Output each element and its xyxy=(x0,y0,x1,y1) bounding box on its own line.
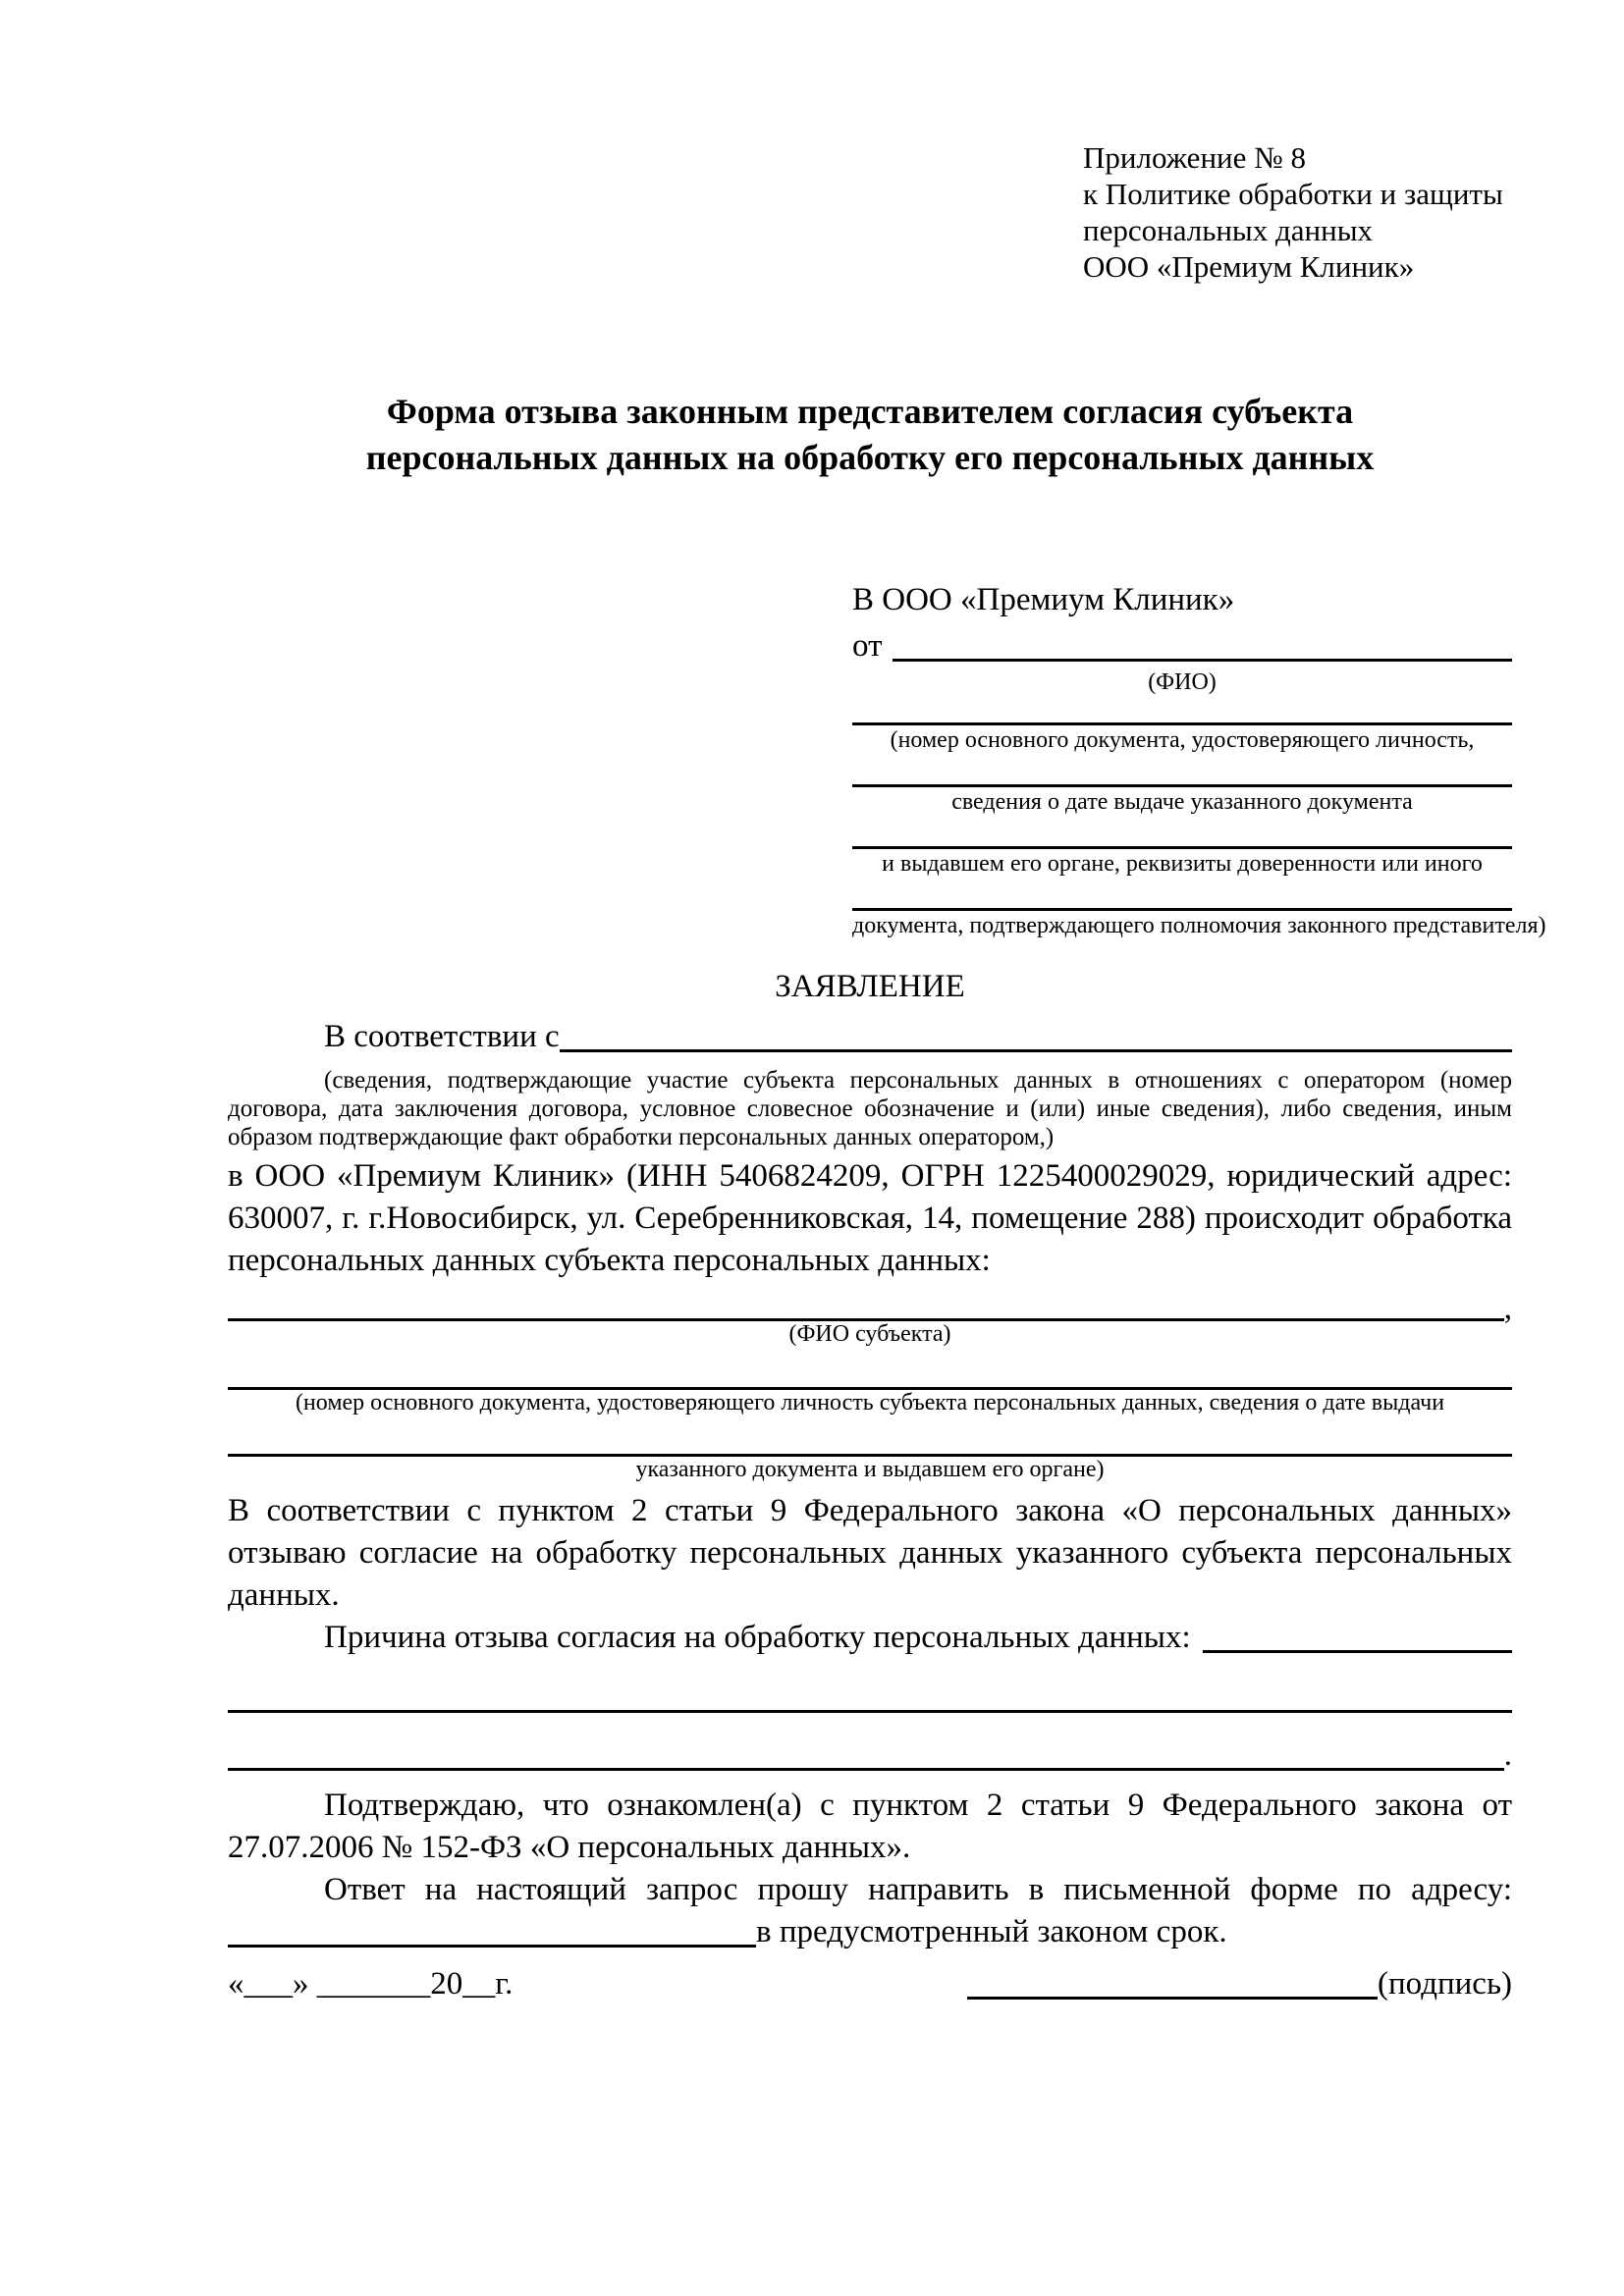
reason-blank-line-3 xyxy=(228,1735,1512,1777)
from-blank-line xyxy=(893,659,1513,662)
reason-label: Причина отзыва согласия на обработку персональных данных: xyxy=(324,1620,1191,1655)
appendix-line: Приложение № 8 xyxy=(1083,140,1306,175)
appendix-line: персональных данных xyxy=(1083,213,1374,247)
subject-blank-row xyxy=(228,1364,1512,1415)
blank-field-row xyxy=(852,908,1546,940)
subject-blank-caption: указанного документа и выдавшем его органе) xyxy=(635,1457,1105,1482)
document-title-line: персональных данных на обработку его персональных данных xyxy=(365,438,1375,477)
operator-paragraph: в ООО «Премиум Клиник» (ИНН 5406824209, ОГРН 1225400029029, юридический адрес: 630007, г. г.Новосибирск, ул. Серебренниковская, 14, помещение 288) происходит обработка персональных данных субъекта персональных данных: xyxy=(228,1158,1512,1278)
blank-field-row xyxy=(852,846,1512,879)
document-title-line: Форма отзыва законным представителем согласия субъекта xyxy=(386,392,1354,431)
blank-caption: сведения о дате выдаче указанного документа xyxy=(951,789,1413,815)
statement-heading: ЗАЯВЛЕНИЕ xyxy=(775,969,965,1004)
blank-trail: , xyxy=(1503,1291,1512,1326)
intro-footnote: (сведения, подтверждающие участие субъекта персональных данных в отношениях с оператором (номер договора, дата заключения договора, условное словесное обозначение и (или) иные сведения), либо сведения, иным образом подтверждающие факт обработки персональных данных оператором,) xyxy=(228,1067,1512,1150)
blank-caption: и выдавшем его органе, реквизиты доверенности или иного xyxy=(882,851,1483,877)
blank-trail: . xyxy=(1503,1737,1512,1773)
reason-row xyxy=(228,1617,1512,1659)
signature-area xyxy=(967,1963,1512,2005)
from-label: от xyxy=(852,628,883,664)
reason-blank-line-2 xyxy=(228,1710,1512,1713)
document-content xyxy=(228,0,1546,2296)
date-blank: «___» _______20__г. xyxy=(228,1966,514,2002)
reply-tail: в предусмотренный законом срок. xyxy=(756,1914,1227,1949)
blank-field-row xyxy=(852,722,1512,755)
reply-lead: Ответ на настоящий запрос прошу направить в письменной форме по адресу: xyxy=(324,1872,1512,1907)
appendix-line: ООО «Премиум Клиник» xyxy=(1083,249,1415,284)
appendix-line: к Политике обработки и защиты xyxy=(1083,177,1503,211)
blank-field-row xyxy=(852,784,1512,817)
signature-caption: (подпись) xyxy=(1378,1966,1512,2002)
signature-row xyxy=(228,1963,1512,2005)
blank-caption: (номер основного документа, удостоверяющего личность, xyxy=(890,727,1475,753)
signature-blank-line xyxy=(967,1997,1378,2000)
document-title xyxy=(228,389,1512,481)
from-row xyxy=(852,625,1512,667)
blank-caption: документа, подтверждающего полномочия законного представителя) xyxy=(852,913,1546,938)
subject-blank-row xyxy=(228,1431,1512,1482)
subject-blank-caption: (ФИО субъекта) xyxy=(788,1321,951,1347)
fio-caption: (ФИО) xyxy=(1148,669,1217,695)
acknowledgment-paragraph: Подтверждаю, что ознакомлен(а) с пунктом 2 статьи 9 Федерального закона от 27.07.2006 № 152-ФЗ «О персональных данных». xyxy=(228,1788,1512,1865)
intro-row xyxy=(228,1016,1512,1058)
subject-blank-row xyxy=(228,1291,1512,1347)
intro-label: В соответствии с xyxy=(324,1019,560,1054)
subject-blank-caption: (номер основного документа, удостоверяющего личность субъекта персональных данных, сведения о дате выдачи xyxy=(295,1390,1445,1415)
address-blank-line xyxy=(228,1945,756,1948)
appendix-block xyxy=(1083,0,1512,285)
withdrawal-paragraph: В соответствии с пунктом 2 статьи 9 Федерального закона «О персональных данных» отзываю согласие на обработку персональных данных указанного субъекта персональных данных. xyxy=(228,1493,1512,1613)
reply-paragraph xyxy=(228,1869,1512,1953)
recipient-org: В ООО «Премиум Клиник» xyxy=(852,582,1235,617)
reason-blank-line xyxy=(1203,1650,1512,1653)
blank-line xyxy=(228,1768,1504,1771)
recipient-block xyxy=(852,579,1546,940)
intro-blank-line xyxy=(560,1049,1512,1052)
